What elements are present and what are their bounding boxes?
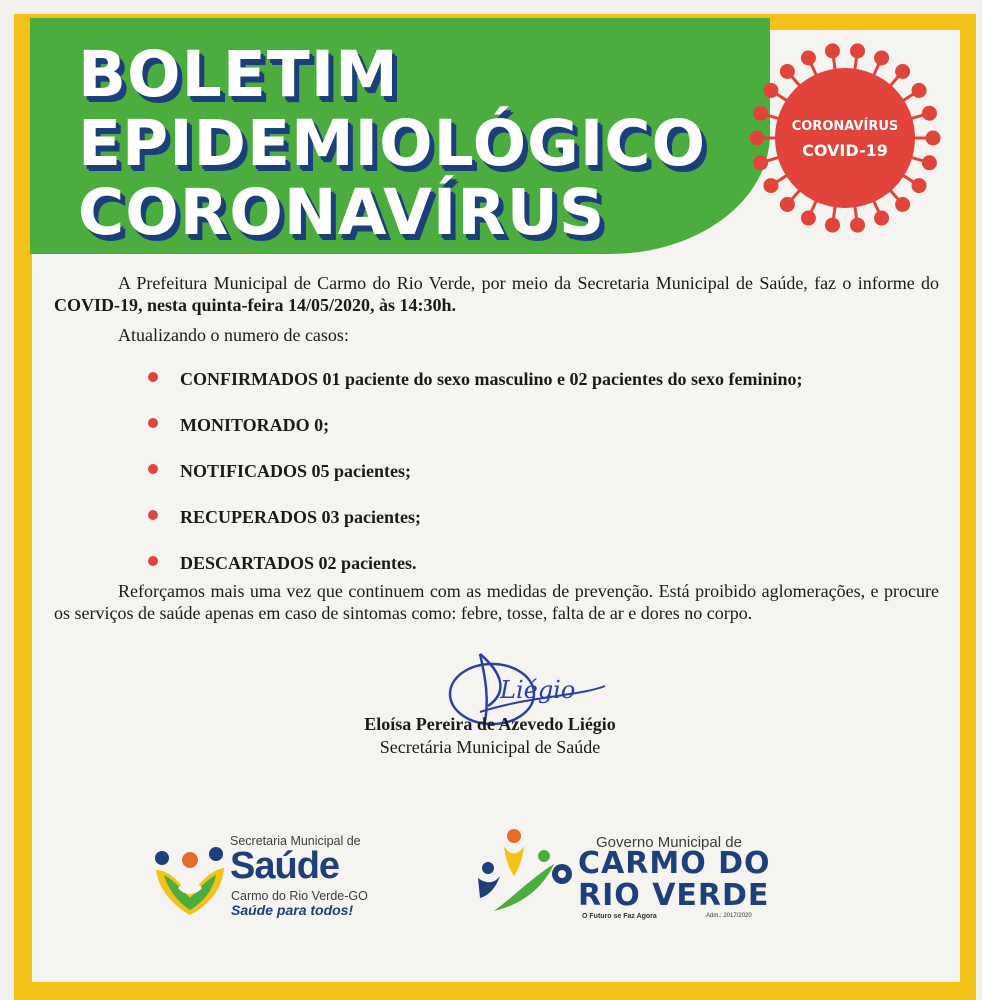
governo-logo-name-1: CARMO DO	[578, 846, 771, 881]
signer-name: Eloísa Pereira de Azevedo Liégio	[364, 714, 616, 734]
saude-logo-line1: Secretaria Municipal de	[230, 834, 361, 848]
badge-text-covid: COVID-19	[802, 141, 888, 160]
case-recovered: RECUPERADOS 03 pacientes;	[180, 506, 421, 527]
list-item	[148, 448, 802, 494]
list-item	[148, 402, 802, 448]
svg-text:Liégio: Liégio	[500, 676, 576, 704]
title-line-2: EPIDEMIOLÓGICO	[78, 107, 707, 180]
badge-text-coronavirus: CORONAVÍRUS	[791, 119, 899, 134]
bullet-icon	[148, 556, 158, 566]
cases-list	[148, 356, 802, 586]
bullet-icon	[148, 372, 158, 382]
saude-logo-word: Saúde	[230, 845, 340, 887]
title-line-3: CORONAVÍRUS	[78, 176, 606, 249]
signer-role: Secretária Municipal de Saúde	[379, 737, 601, 757]
signature-block	[300, 713, 680, 759]
governo-logo-line1: Governo Municipal de	[596, 834, 742, 851]
list-item	[148, 494, 802, 540]
saude-logo-city: Carmo do Rio Verde-GO	[231, 889, 368, 903]
title-banner	[30, 18, 770, 254]
case-discarded: DESCARTADOS 02 pacientes.	[180, 552, 417, 573]
bullet-icon	[148, 510, 158, 520]
closing-paragraph: Reforçamos mais uma vez que continuem com as medidas de prevenção. Está proibido aglomerações, e procure os serviços de saúde apenas em caso de sintomas como: febre, tosse, falta de ar e dores no corpo.	[54, 581, 939, 623]
saude-logo-slogan: Saúde para todos!	[231, 902, 354, 918]
intro-bold-date: COVID-19, nesta quinta-feira 14/05/2020, às 14:30h.	[54, 295, 457, 315]
bullet-icon	[148, 464, 158, 474]
governo-logo-adm: Adm.: 2017/2020	[706, 913, 752, 919]
governo-logo-motto: O Futuro se Faz Agora	[582, 913, 657, 920]
coronavirus-icon	[745, 38, 945, 238]
governo-logo-name-2: RIO VERDE	[578, 878, 770, 913]
governo-logo-icon	[474, 826, 574, 916]
case-monitored: MONITORADO 0;	[180, 414, 330, 435]
case-confirmed: CONFIRMADOS 01 paciente do sexo masculino e 02 pacientes do sexo feminino;	[180, 368, 803, 389]
intro-paragraph	[54, 272, 939, 316]
intro-text: A Prefeitura Municipal de Carmo do Rio Verde, por meio da Secretaria Municipal de Saúde, faz o informe do	[118, 273, 939, 293]
bulletin-title	[78, 40, 706, 247]
update-line: Atualizando o numero de casos:	[118, 325, 349, 345]
governo-logo-name	[578, 848, 771, 912]
list-item	[148, 356, 802, 402]
case-notified: NOTIFICADOS 05 pacientes;	[180, 460, 412, 481]
title-line-1: BOLETIM	[78, 38, 399, 111]
bullet-icon	[148, 418, 158, 428]
